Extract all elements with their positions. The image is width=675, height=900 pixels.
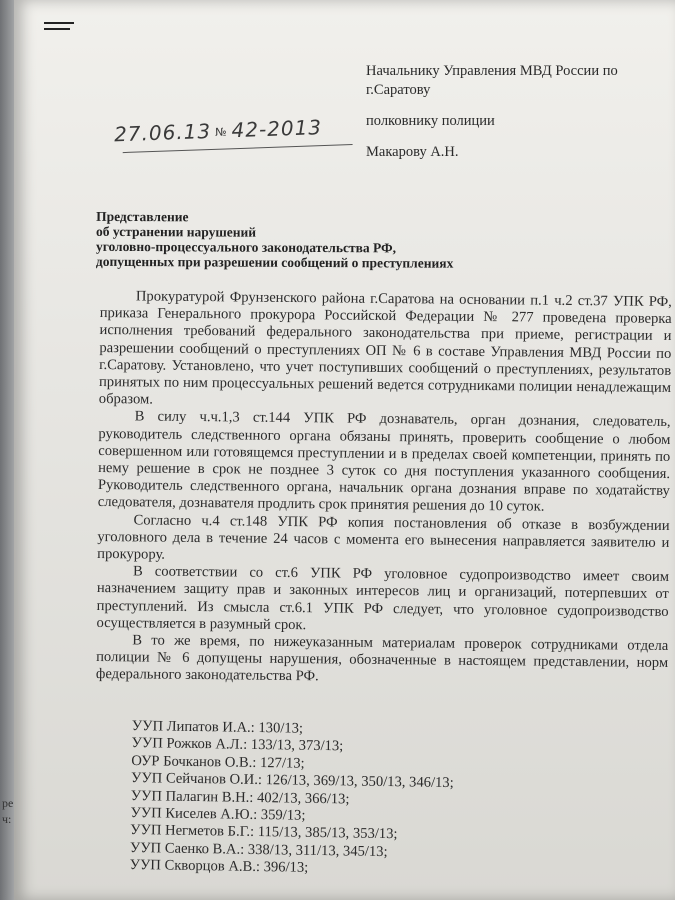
number-sign: № bbox=[214, 125, 228, 139]
list-item: ОУР Бочканов О.В.: 127/13; bbox=[131, 752, 305, 772]
list-item: УУП Палагин В.Н.: 402/13, 366/13; bbox=[130, 787, 350, 808]
side-text-fragment-1: ре bbox=[2, 796, 14, 810]
addressee-block bbox=[366, 62, 666, 162]
paragraph-1: Прокуратурой Фрунзенского района г.Саратова на основании п.1 ч.2 ст.37 УПК РФ, приказа Генерального прокурора Российской Федерации № 277 проведена проверка исполнения требований федерального законодательства при приеме, регистрации и разрешении сообщений о преступлениях ОП № 6 в составе Управления МВД России по г.Саратову. Установлено, что учет поступивших сообщений о преступлениях, результатов принятых по ним процессуальных решений ведется сотрудниками полиции ненадлежащим образом. bbox=[98, 288, 672, 408]
paragraph-4: В соответствии со ст.6 УПК РФ уголовное судопроизводство имеет своим назначением защиту прав и законных интересов лиц и организаций, потерпевших от преступлений. Из смысла ст.6.1 УПК РФ следует, что уголовное судопроизводство осуществляется в разумный срок. bbox=[96, 563, 670, 634]
paragraph-2: В силу ч.ч.1,3 ст.144 УПК РФ дознаватель, орган дознания, следователь, руководитель следственного органа обязаны принять, проверить сообщение о любом совершенном или готовящемся преступлении и в пределах своей компетенции, принять по нему решение в срок не позднее 3 суток со дня поступления указанного сообщения. Руководитель следственного органа, начальник органа дознания вправе по ходатайству следователя, дознавателя продлить срок принятия решения до 10 суток. bbox=[97, 408, 671, 516]
handwritten-date: 27.06.13 bbox=[113, 118, 212, 147]
list-item: УУП Сейчанов О.И.: 126/13, 369/13, 350/13, 346/13; bbox=[130, 770, 454, 792]
document-body bbox=[96, 288, 672, 690]
handwritten-date-number bbox=[114, 114, 365, 147]
list-item: УУП Скворцов А.В.: 396/13; bbox=[129, 857, 309, 877]
list-item: УУП Негметов Б.Г.: 115/13, 385/13, 353/13; bbox=[130, 822, 398, 843]
officer-list bbox=[130, 718, 552, 881]
list-item: УУП Киселев А.Ю.: 359/13; bbox=[130, 805, 306, 824]
heading-line-1: Представление bbox=[96, 208, 189, 225]
addressee-line-4: Макарову А.Н. bbox=[366, 144, 459, 160]
side-text-fragment-2: ч: bbox=[2, 812, 12, 826]
handwritten-number: 42-2013 bbox=[231, 115, 323, 143]
list-item: УУП Липатов И.А.: 130/13; bbox=[131, 718, 304, 737]
addressee-line-1: Начальнику Управления МВД России по bbox=[366, 63, 618, 79]
list-item: УУП Рожков А.Л.: 133/13, 373/13; bbox=[131, 735, 344, 755]
heading-line-3: уголовно-процессуального законодательства РФ, bbox=[95, 238, 397, 256]
document-page bbox=[2, 0, 675, 900]
paragraph-5: В то же время, по нижеуказанным материалам проверок сотрудниками отдела полиции № 6 допущены нарушения, обозначенные в настоящем представлении, норм федерального законодательства РФ. bbox=[95, 632, 669, 685]
heading-line-2: об устранении нарушений bbox=[96, 223, 257, 240]
list-item: УУП Саенко В.А.: 338/13, 311/13, 345/13; bbox=[129, 839, 388, 860]
document-heading bbox=[96, 209, 536, 271]
top-corner-mark bbox=[44, 12, 84, 32]
heading-line-4: допущенных при разрешении сообщений о преступлениях bbox=[95, 253, 454, 271]
addressee-line-3: полковнику полиции bbox=[366, 113, 495, 129]
addressee-line-2: г.Саратову bbox=[366, 82, 431, 98]
paragraph-3: Согласно ч.4 ст.148 УПК РФ копия постановления об отказе в возбуждении уголовного дела в течение 24 часов с момента его вынесения направляется заявителю и прокурору. bbox=[97, 512, 670, 563]
